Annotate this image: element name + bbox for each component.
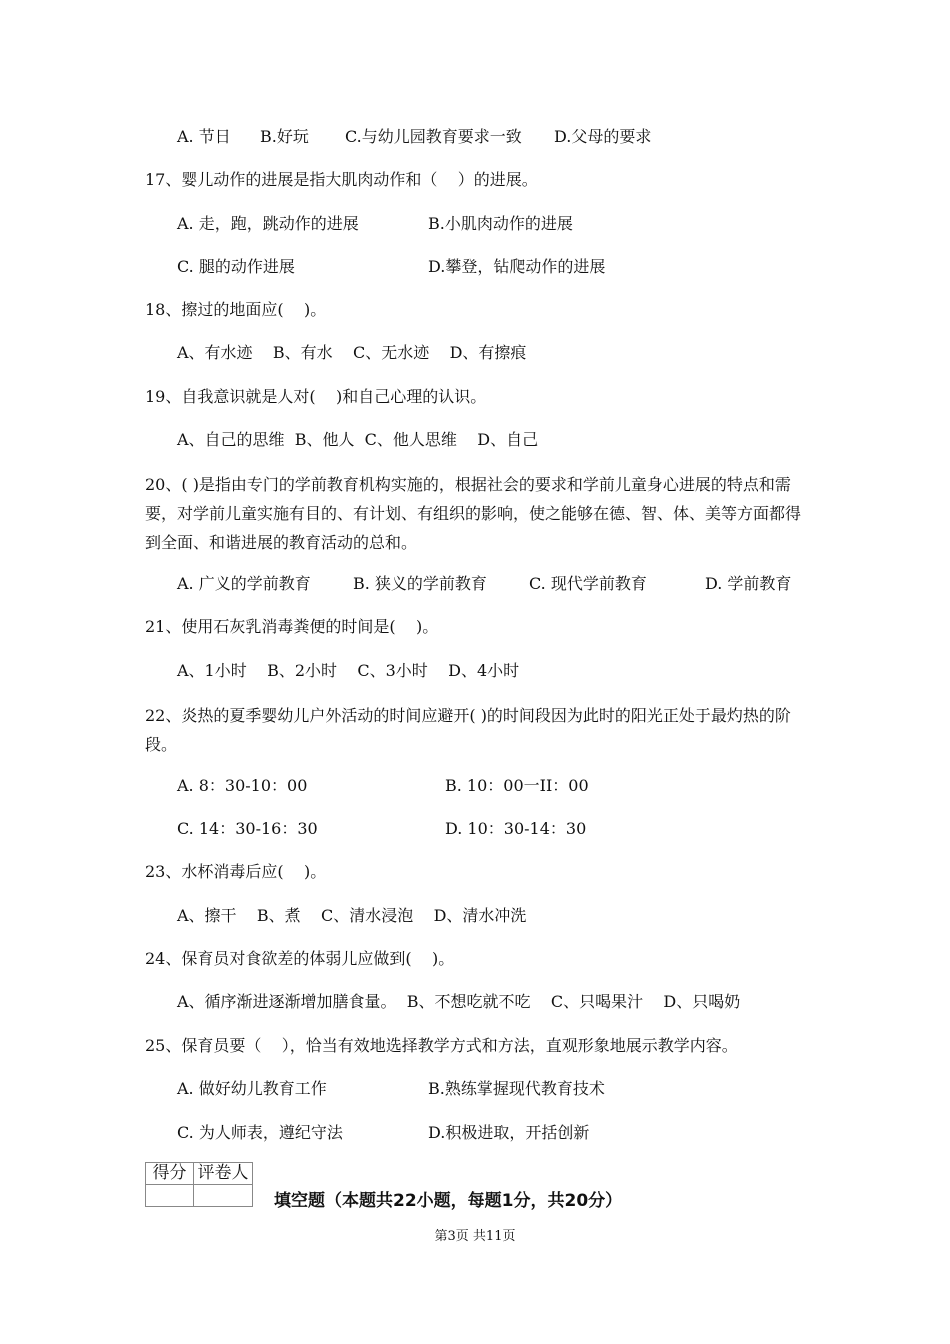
q17-option-a: A. 走，跑，跳动作的进展	[177, 214, 359, 233]
grader-label: 评卷人	[194, 1163, 253, 1185]
q25-option-a: A. 做好幼儿教育工作	[177, 1079, 327, 1098]
q16-option-d: D.父母的要求	[554, 127, 652, 146]
q24-options: A、循序渐进逐渐增加膳食量。 B、不想吃就不吃 C、只喝果汁 D、只喝奶	[177, 992, 741, 1011]
q20-option-c: C. 现代学前教育	[529, 574, 647, 593]
page-footer: 第3页 共11页	[434, 1229, 516, 1244]
q20-stem: 20、( )是指由专门的学前教育机构实施的，根据社会的要求和学前儿童身心进展的特点和需要，对学前儿童实施有目的、有计划、有组织的影响，使之能够在德、智、体、美等方面都得到全面、和谐进展的教育活动的总和。	[145, 475, 802, 552]
q19-stem: 19、自我意识就是人对( )和自己心理的认识。	[145, 387, 487, 406]
q20-option-d: D. 学前教育	[705, 574, 792, 593]
q18-stem: 18、擦过的地面应( )。	[145, 300, 327, 319]
q20-option-b: B. 狭义的学前教育	[353, 574, 487, 593]
q16-option-a: A. 节日	[177, 127, 231, 146]
q16-option-b: B.好玩	[260, 127, 309, 146]
q17-option-b: B.小肌肉动作的进展	[428, 214, 573, 233]
q17-option-c: C. 腿的动作进展	[177, 257, 295, 276]
q16-option-c: C.与幼儿园教育要求一致	[345, 127, 522, 146]
q25-option-c: C. 为人师表，遵纪守法	[177, 1123, 343, 1142]
q22-option-a: A. 8：30-10：00	[177, 776, 308, 795]
q18-options: A、有水迹 B、有水 C、无水迹 D、有擦痕	[177, 343, 527, 362]
q19-options: A、自己的思维 B、他人 C、他人思维 D、自己	[177, 430, 539, 449]
q20-option-a: A. 广义的学前教育	[177, 574, 311, 593]
q22-stem: 22、炎热的夏季婴幼儿户外活动的时间应避开( )的时间段因为此时的阳光正处于最灼热的阶段。	[145, 706, 791, 754]
q22-option-b: B. 10：00一II：00	[445, 776, 589, 795]
q22-option-c: C. 14：30-16：30	[177, 819, 318, 838]
score-cell	[146, 1185, 194, 1207]
score-label: 得分	[146, 1163, 194, 1185]
q25-option-b: B.熟练掌握现代教育技术	[428, 1079, 605, 1098]
q23-stem: 23、水杯消毒后应( )。	[145, 862, 327, 881]
q23-options: A、擦干 B、煮 C、清水浸泡 D、清水冲洗	[177, 906, 527, 925]
q22-option-d: D. 10：30-14：30	[445, 819, 587, 838]
q25-option-d: D.积极进取，开括创新	[428, 1123, 590, 1142]
grader-cell	[194, 1185, 253, 1207]
section-title: 填空题（本题共22小题，每题1分，共20分）	[274, 1191, 623, 1211]
score-box	[145, 1162, 253, 1207]
q21-stem: 21、使用石灰乳消毒粪便的时间是( )。	[145, 617, 439, 636]
q17-stem: 17、婴儿动作的进展是指大肌肉动作和（ ）的进展。	[145, 170, 538, 189]
q25-stem: 25、保育员要（ ），恰当有效地选择教学方式和方法，直观形象地展示教学内容。	[145, 1036, 738, 1055]
q21-options: A、1小时 B、2小时 C、3小时 D、4小时	[177, 661, 520, 680]
q24-stem: 24、保育员对食欲差的体弱儿应做到( )。	[145, 949, 455, 968]
q17-option-d: D.攀登，钻爬动作的进展	[428, 257, 606, 276]
